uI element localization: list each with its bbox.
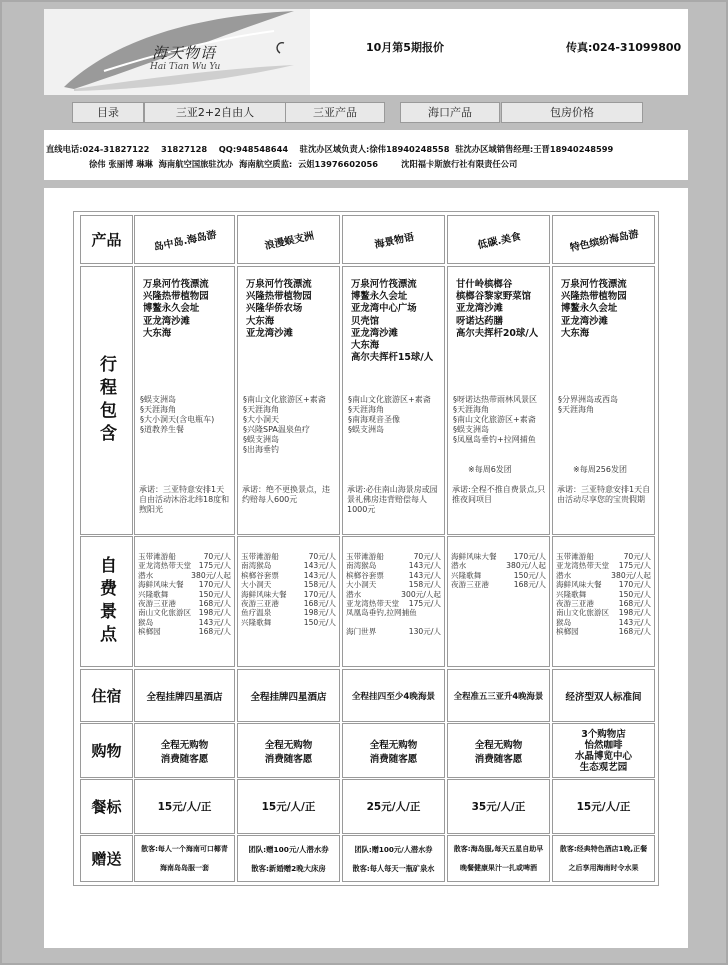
logo-title: 海天物语 (152, 44, 217, 62)
itinerary-cell (552, 266, 655, 535)
promise-text: 承诺：三亚特意安排1天自由活动沐浴北纬18度和煦阳光 (139, 485, 230, 514)
nav-room-prices[interactable]: 包房价格 (501, 102, 643, 123)
product-name-text: 低碳.美食 (476, 231, 522, 252)
price-sheet (44, 188, 688, 948)
main-attractions: 万泉河竹筏漂流 兴隆热带植物园 博鳌永久会址 亚龙湾沙滩 大东海 (561, 279, 627, 339)
product-name (237, 215, 340, 264)
hotel-cell: 全程挂牌四星酒店 (237, 669, 340, 722)
meal-cell: 15元/人/正 (552, 779, 655, 834)
meal-cell: 25元/人/正 (342, 779, 445, 834)
page (2, 2, 726, 963)
fee-list: 玉带滩游船 70元/人 亚龙湾热带天堂 175元/人 潜水 380元/人起 海鲜风味大餐 170元/人 兴隆歌舞 150元/人 夜游三亚港 168元/人 南山文化旅游区 198元/人 猴岛 143元/人 槟榔园 168元/人 (556, 552, 651, 637)
main-attractions: 万泉河竹筏漂流 博鳌永久会址 亚龙湾中心广场 贝壳馆 亚龙湾沙滩 大东海 高尔夫挥杆15球/人 (351, 279, 434, 364)
header (44, 9, 688, 95)
label-product: 产品 (80, 215, 133, 264)
main-attractions: 万泉河竹筏漂流 兴隆热带植物园 博鳌永久会址 亚龙湾沙滩 大东海 (143, 279, 209, 339)
promise-text: 承诺:全程不推自费景点,只推夜间项目 (452, 485, 546, 504)
itinerary-cell (134, 266, 235, 535)
selffee-cell (237, 536, 340, 667)
fee-list: 玉带滩游船 70元/人 南湾猴岛 143元/人 槟榔谷套票 143元/人 大小洞天 158元/人 海鲜风味大餐 170元/人 夜游三亚港 168元/人 鱼疗温泉 198元/人 兴隆歌舞 150元/人 (241, 552, 336, 627)
shopping-cell: 3个购物店 怡然咖啡 水晶博览中心 生态观艺园 (552, 723, 655, 778)
hotel-cell: 全程挂四至少4晚海景 (342, 669, 445, 722)
main-attractions: 甘什岭槟榔谷 槟榔谷黎家野菜馆 亚龙湾沙滩 呀诺达药膳 高尔夫挥杆20球/人 (456, 279, 539, 339)
brand-logo (44, 9, 310, 95)
hotel-cell: 经济型双人标准间 (552, 669, 655, 722)
label-selffee (80, 536, 133, 667)
shopping-cell: 全程无购物 消费随客愿 (447, 723, 550, 778)
product-name-text: 特色缤纷海岛游 (568, 228, 640, 255)
shopping-cell: 全程无购物 消费随客愿 (342, 723, 445, 778)
logo-subtitle: Hai Tian Wu Yu (150, 62, 221, 72)
contact-info (44, 130, 688, 180)
product-name (134, 215, 235, 264)
main-attractions: 万泉河竹筏漂流 兴隆热带植物园 兴隆华侨农场 大东海 亚龙湾沙滩 (246, 279, 312, 339)
product-name-text: 岛中岛.海岛游 (152, 229, 218, 254)
promise-text: 承诺:必住南山海景房或园景礼佛房违背赔偿每人1000元 (347, 485, 438, 514)
nav-sanya-free[interactable]: 三亚2+2自由人 (144, 102, 286, 123)
shopping-cell: 全程无购物 消费随客愿 (237, 723, 340, 778)
label-gift: 赠送 (80, 835, 133, 882)
product-name (552, 215, 655, 264)
itinerary-cell (237, 266, 340, 535)
gift-cell: 散客:经典特色酒店1晚,正餐 之后享用海南时令水果 (552, 835, 655, 882)
selffee-cell (552, 536, 655, 667)
included-sights: §呀诺达热带雨林风景区 §天涯海角 §南山文化旅游区+素斋 §蜈支洲岛 §凤凰岛垂钓+拉网捕鱼 (453, 395, 537, 444)
label-selffee-text: 自费景点 (96, 555, 116, 648)
contact-line-1: 直线电话:024-31827122 31827128 QQ:948548644 驻沈办区域负责人:徐伟18940248558 驻沈办区域销售经理:王晋18940248599 (46, 144, 614, 154)
product-name-text: 浪漫蜈支洲 (263, 230, 315, 253)
product-name (447, 215, 550, 264)
included-sights: §蜈支洲岛 §天涯海角 §大小洞天(含电瓶车) §道教养生餐 (140, 395, 215, 434)
nav-bar (44, 99, 688, 125)
promise-text: 承诺：绝不更换景点，违约赔每人600元 (242, 485, 330, 504)
gift-cell: 团队:赠100元/人潜水券 散客:新婚赠2晚大床房 (237, 835, 340, 882)
meal-cell: 15元/人/正 (237, 779, 340, 834)
label-hotel: 住宿 (80, 669, 133, 722)
selffee-cell (342, 536, 445, 667)
included-sights: §南山文化旅游区+素斋 §天涯海角 §大小洞天 §兴隆SPA温泉鱼疗 §蜈支洲岛 §出海垂钓 (243, 395, 326, 454)
meal-cell: 35元/人/正 (447, 779, 550, 834)
hotel-cell: 全程准五三亚升4晚海景 (447, 669, 550, 722)
shopping-cell: 全程无购物 消费随客愿 (134, 723, 235, 778)
included-sights: §南山文化旅游区+素斋 §天涯海角 §南海观音圣像 §蜈支洲岛 (348, 395, 431, 434)
product-table (73, 211, 659, 886)
selffee-cell (134, 536, 235, 667)
nav-contents[interactable]: 目录 (72, 102, 144, 123)
fee-list: 玉带滩游船 70元/人 南湾猴岛 143元/人 槟榔谷套票 143元/人 大小洞天 158元/人 潜水 300元/人起 亚龙湾热带天堂 175元/人 凤凰岛垂钓,拉网捕鱼 海门世界 130元/人 (346, 552, 441, 636)
included-sights: §分界洲岛或西岛 §天涯海角 (558, 395, 618, 414)
meal-cell: 15元/人/正 (134, 779, 235, 834)
hotel-cell: 全程挂牌四星酒店 (134, 669, 235, 722)
nav-haikou-products[interactable]: 海口产品 (400, 102, 500, 123)
departure-note: ※每周6发团 (468, 465, 512, 474)
product-name (342, 215, 445, 264)
label-itinerary (80, 266, 133, 535)
label-shopping: 购物 (80, 723, 133, 778)
gift-cell: 团队:赠100元/人潜水券 散客:每人每天一瓶矿泉水 (342, 835, 445, 882)
itinerary-cell (447, 266, 550, 535)
gift-cell: 散客:海岛服,每天五星自助早 晚餐健康果汁一扎或啤酒 (447, 835, 550, 882)
issue-label: 10月第5期报价 (366, 41, 444, 54)
contact-line-2: 徐伟 张丽博 琳琳 海南航空国旅驻沈办 海南航空质监: 云姐13976602056 沈阳福卡斯旅行社有限责任公司 (89, 159, 518, 169)
departure-note: ※每周256发团 (573, 465, 627, 474)
selffee-cell (447, 536, 550, 667)
promise-text: 承诺：三亚特意安排1天自由活动尽享您的宝贵假期 (557, 485, 651, 504)
gift-cell: 散客:每人一个海南可口椰青 海南岛岛服一套 (134, 835, 235, 882)
nav-sanya-products[interactable]: 三亚产品 (285, 102, 385, 123)
itinerary-cell (342, 266, 445, 535)
fee-list: 海鲜风味大餐 170元/人 潜水 380元/人起 兴隆歌舞 150元/人 夜游三亚港 168元/人 (451, 552, 546, 590)
fee-list: 玉带滩游船 70元/人 亚龙湾热带天堂 175元/人 潜水 380元/人起 海鲜风味大餐 170元/人 兴隆歌舞 150元/人 夜游三亚港 168元/人 南山文化旅游区 198元/人 猴岛 143元/人 槟榔园 168元/人 (138, 552, 231, 637)
product-name-text: 海景物语 (373, 231, 415, 251)
fax-number: 传真:024-31099800 (566, 41, 682, 54)
label-meal: 餐标 (80, 779, 133, 834)
label-itinerary-text: 行程包含 (96, 354, 116, 447)
